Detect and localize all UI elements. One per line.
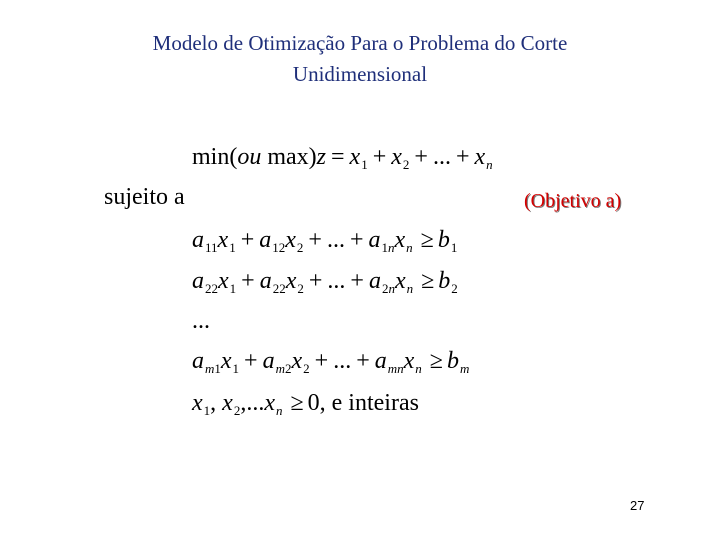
objective-label: (Objetivo a) [524, 190, 622, 212]
slide-title [60, 28, 660, 90]
slide-title-line-2: Unidimensional [292, 62, 428, 86]
page-number: 27 [630, 498, 645, 513]
slide-title-line-1: Modelo de Otimização Para o Problema do Corte [152, 31, 568, 55]
objective-equation: min(ou $\max)z = x_1 + x_2$ + ... + $x_n$ [192, 144, 493, 172]
constraint-row-1: $a_{11}x_1 + a_{12}x_2$ + ... + $a_{1n}x_n \ge b_1$ [192, 227, 458, 255]
nonnegativity-constraint: $x_1$, $x_2,...x_n \ge 0$, e inteiras [192, 390, 419, 418]
constraint-ellipsis: ... [192, 308, 210, 334]
subject-to-label: sujeito a [104, 184, 185, 210]
constraint-row-m: $a_{m1}x_1 + a_{m2}x_2$ + ... + $a_{mn}x_n \ge b_m$ [192, 348, 470, 376]
constraint-row-2: $a_{22}x_1 + a_{22}x_2$ + ... + $a_{2n}x_n \ge b_2$ [192, 268, 458, 296]
